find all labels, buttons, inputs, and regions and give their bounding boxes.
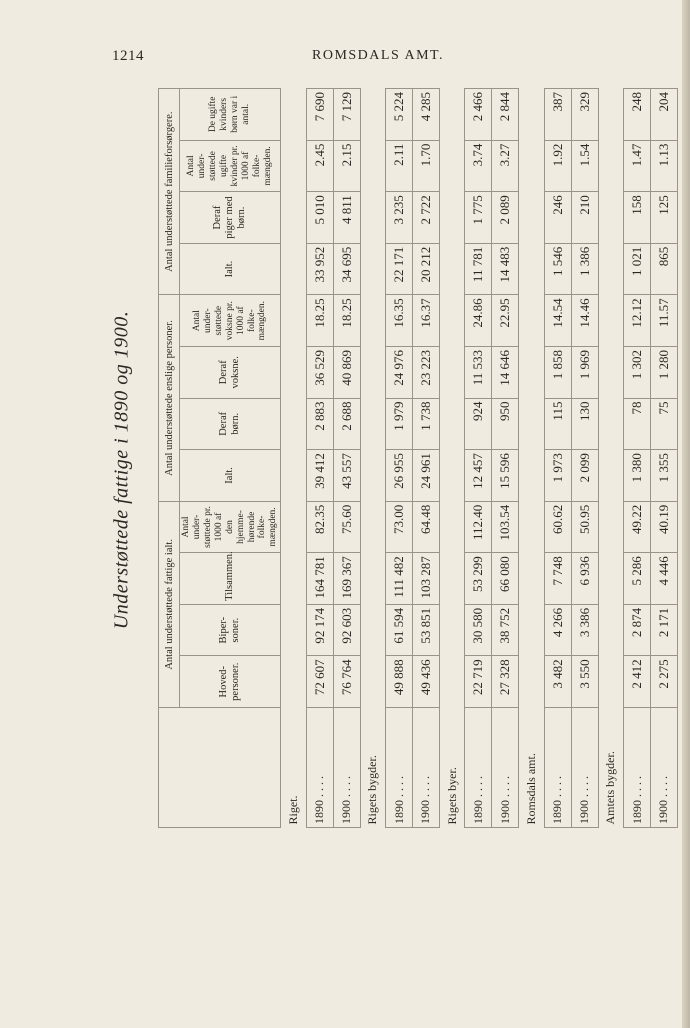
value-cell: 23 223 bbox=[413, 346, 440, 398]
value-cell: 103.54 bbox=[492, 501, 519, 553]
col-header-family-pr1000: Antal under-støttede ugifte kvinder pr. 1000 af folke-mængden. bbox=[180, 140, 281, 192]
value-cell: 5 224 bbox=[386, 89, 413, 141]
value-cell: 5 286 bbox=[624, 553, 651, 605]
value-cell: 4 285 bbox=[413, 89, 440, 141]
value-cell: 1 973 bbox=[544, 450, 571, 502]
value-cell: 49 436 bbox=[413, 656, 440, 708]
value-cell: 1 302 bbox=[624, 346, 651, 398]
value-cell: 115 bbox=[544, 398, 571, 450]
section-label: Amtets bygder. bbox=[598, 89, 624, 828]
value-cell: 24.86 bbox=[465, 295, 492, 347]
value-cell: 24 961 bbox=[413, 450, 440, 502]
value-cell: 1 021 bbox=[624, 243, 651, 295]
year-cell: 1900 . . . . bbox=[650, 708, 677, 828]
section-row bbox=[439, 89, 465, 828]
section-row bbox=[360, 89, 386, 828]
value-cell: 1 355 bbox=[650, 450, 677, 502]
table-row bbox=[650, 89, 677, 828]
col-header-single-voksne: Deraf voksne. bbox=[180, 346, 281, 398]
group-header-row bbox=[159, 89, 180, 828]
year-cell: 1900 . . . . bbox=[492, 708, 519, 828]
value-cell: 2 874 bbox=[624, 604, 651, 656]
value-cell: 3 482 bbox=[544, 656, 571, 708]
value-cell: 950 bbox=[492, 398, 519, 450]
value-cell: 30 580 bbox=[465, 604, 492, 656]
value-cell: 2 099 bbox=[571, 450, 598, 502]
value-cell: 2 883 bbox=[306, 398, 333, 450]
value-cell: 2.45 bbox=[306, 140, 333, 192]
value-cell: 20 212 bbox=[413, 243, 440, 295]
value-cell: 2 089 bbox=[492, 192, 519, 244]
col-header-biper: Biper-soner. bbox=[180, 604, 281, 656]
value-cell: 2 466 bbox=[465, 89, 492, 141]
value-cell: 2 171 bbox=[650, 604, 677, 656]
value-cell: 4 811 bbox=[333, 192, 360, 244]
value-cell: 18.25 bbox=[333, 295, 360, 347]
value-cell: 76 764 bbox=[333, 656, 360, 708]
value-cell: 49 888 bbox=[386, 656, 413, 708]
value-cell: 11 533 bbox=[465, 346, 492, 398]
value-cell: 14 483 bbox=[492, 243, 519, 295]
value-cell: 14.46 bbox=[571, 295, 598, 347]
year-cell: 1890 . . . . bbox=[544, 708, 571, 828]
value-cell: 3.74 bbox=[465, 140, 492, 192]
page-edge bbox=[682, 0, 690, 1028]
section-label: Rigets bygder. bbox=[360, 89, 386, 828]
value-cell: 1 546 bbox=[544, 243, 571, 295]
table-row bbox=[492, 89, 519, 828]
value-cell: 1 979 bbox=[386, 398, 413, 450]
group-header-total: Antal understøttede fattige ialt. bbox=[159, 501, 180, 707]
year-cell: 1890 . . . . bbox=[465, 708, 492, 828]
value-cell: 16.35 bbox=[386, 295, 413, 347]
value-cell: 43 557 bbox=[333, 450, 360, 502]
table-row bbox=[465, 89, 492, 828]
value-cell: 5 010 bbox=[306, 192, 333, 244]
value-cell: 92 174 bbox=[306, 604, 333, 656]
value-cell: 34 695 bbox=[333, 243, 360, 295]
value-cell: 130 bbox=[571, 398, 598, 450]
value-cell: 2 275 bbox=[650, 656, 677, 708]
value-cell: 66 080 bbox=[492, 553, 519, 605]
year-cell: 1890 . . . . bbox=[386, 708, 413, 828]
value-cell: 2 844 bbox=[492, 89, 519, 141]
section-row bbox=[519, 89, 545, 828]
value-cell: 12.12 bbox=[624, 295, 651, 347]
col-header-family-ialt: Ialt. bbox=[180, 243, 281, 295]
value-cell: 158 bbox=[624, 192, 651, 244]
value-cell: 6 936 bbox=[571, 553, 598, 605]
value-cell: 3 550 bbox=[571, 656, 598, 708]
table-row bbox=[413, 89, 440, 828]
value-cell: 40.19 bbox=[650, 501, 677, 553]
value-cell: 7 690 bbox=[306, 89, 333, 141]
year-cell: 1900 . . . . bbox=[571, 708, 598, 828]
value-cell: 2 688 bbox=[333, 398, 360, 450]
value-cell: 329 bbox=[571, 89, 598, 141]
value-cell: 164 781 bbox=[306, 553, 333, 605]
col-header-single-pr1000: Antal under-støttede voksne pr. 1000 af folke-mængden. bbox=[180, 295, 281, 347]
value-cell: 3.27 bbox=[492, 140, 519, 192]
value-cell: 14.54 bbox=[544, 295, 571, 347]
value-cell: 75 bbox=[650, 398, 677, 450]
value-cell: 18.25 bbox=[306, 295, 333, 347]
value-cell: 1.54 bbox=[571, 140, 598, 192]
value-cell: 1 738 bbox=[413, 398, 440, 450]
value-cell: 210 bbox=[571, 192, 598, 244]
value-cell: 16.37 bbox=[413, 295, 440, 347]
value-cell: 72 607 bbox=[306, 656, 333, 708]
value-cell: 53 299 bbox=[465, 553, 492, 605]
value-cell: 49.22 bbox=[624, 501, 651, 553]
value-cell: 75.60 bbox=[333, 501, 360, 553]
value-cell: 22 719 bbox=[465, 656, 492, 708]
value-cell: 1 858 bbox=[544, 346, 571, 398]
value-cell: 36 529 bbox=[306, 346, 333, 398]
value-cell: 103 287 bbox=[413, 553, 440, 605]
stub-header bbox=[159, 708, 281, 828]
group-header-single: Antal understøttede enslige personer. bbox=[159, 295, 180, 501]
value-cell: 3 386 bbox=[571, 604, 598, 656]
value-cell: 111 482 bbox=[386, 553, 413, 605]
year-cell: 1900 . . . . bbox=[413, 708, 440, 828]
value-cell: 865 bbox=[650, 243, 677, 295]
value-cell: 26 955 bbox=[386, 450, 413, 502]
value-cell: 2.11 bbox=[386, 140, 413, 192]
value-cell: 1 775 bbox=[465, 192, 492, 244]
rotated-table-wrapper bbox=[158, 88, 678, 828]
section-row bbox=[281, 89, 307, 828]
col-header-single-ialt: Ialt. bbox=[180, 450, 281, 502]
value-cell: 82.35 bbox=[306, 501, 333, 553]
section-label: Romsdals amt. bbox=[519, 89, 545, 828]
page-number: 1214 bbox=[112, 48, 144, 64]
value-cell: 12 457 bbox=[465, 450, 492, 502]
table-row bbox=[571, 89, 598, 828]
value-cell: 61 594 bbox=[386, 604, 413, 656]
value-cell: 7 748 bbox=[544, 553, 571, 605]
col-header-tilsammen: Tilsammen. bbox=[180, 553, 281, 605]
col-header-single-born: Deraf børn. bbox=[180, 398, 281, 450]
col-header-family-ugifte: De ugifte kvinders børn var i antal. bbox=[180, 89, 281, 141]
value-cell: 1 280 bbox=[650, 346, 677, 398]
value-cell: 60.62 bbox=[544, 501, 571, 553]
value-cell: 3 235 bbox=[386, 192, 413, 244]
value-cell: 924 bbox=[465, 398, 492, 450]
value-cell: 4 266 bbox=[544, 604, 571, 656]
value-cell: 2 722 bbox=[413, 192, 440, 244]
page-header bbox=[0, 48, 690, 72]
value-cell: 53 851 bbox=[413, 604, 440, 656]
value-cell: 1.92 bbox=[544, 140, 571, 192]
value-cell: 27 328 bbox=[492, 656, 519, 708]
value-cell: 14 646 bbox=[492, 346, 519, 398]
value-cell: 112.40 bbox=[465, 501, 492, 553]
value-cell: 11 781 bbox=[465, 243, 492, 295]
value-cell: 1.70 bbox=[413, 140, 440, 192]
value-cell: 2 412 bbox=[624, 656, 651, 708]
value-cell: 4 446 bbox=[650, 553, 677, 605]
value-cell: 204 bbox=[650, 89, 677, 141]
value-cell: 50.95 bbox=[571, 501, 598, 553]
value-cell: 11.57 bbox=[650, 295, 677, 347]
col-header-hoved: Hoved-personer. bbox=[180, 656, 281, 708]
value-cell: 22.95 bbox=[492, 295, 519, 347]
value-cell: 1 969 bbox=[571, 346, 598, 398]
table-row bbox=[306, 89, 333, 828]
value-cell: 1 386 bbox=[571, 243, 598, 295]
group-header-family: Antal understøttede familieforsørgere. bbox=[159, 89, 180, 295]
value-cell: 1 380 bbox=[624, 450, 651, 502]
table-row bbox=[624, 89, 651, 828]
value-cell: 15 596 bbox=[492, 450, 519, 502]
value-cell: 7 129 bbox=[333, 89, 360, 141]
table-row bbox=[544, 89, 571, 828]
col-header-family-piger: Deraf piger med børn. bbox=[180, 192, 281, 244]
value-cell: 22 171 bbox=[386, 243, 413, 295]
table-title: Understøttede fattige i 1890 og 1900. bbox=[110, 310, 133, 630]
value-cell: 24 976 bbox=[386, 346, 413, 398]
value-cell: 248 bbox=[624, 89, 651, 141]
table-row bbox=[333, 89, 360, 828]
section-label: Riget. bbox=[281, 89, 307, 828]
section-label: Rigets byer. bbox=[439, 89, 465, 828]
year-cell: 1890 . . . . bbox=[624, 708, 651, 828]
value-cell: 92 603 bbox=[333, 604, 360, 656]
value-cell: 64.48 bbox=[413, 501, 440, 553]
poor-relief-table bbox=[158, 88, 678, 828]
value-cell: 38 752 bbox=[492, 604, 519, 656]
value-cell: 169 367 bbox=[333, 553, 360, 605]
value-cell: 1.47 bbox=[624, 140, 651, 192]
year-cell: 1900 . . . . bbox=[333, 708, 360, 828]
value-cell: 40 869 bbox=[333, 346, 360, 398]
col-header-pr1000-total: Antal under-støttede pr. 1000 af den hjemme-hørende folke-mængden. bbox=[180, 501, 281, 553]
value-cell: 39 412 bbox=[306, 450, 333, 502]
year-cell: 1890 . . . . bbox=[306, 708, 333, 828]
value-cell: 387 bbox=[544, 89, 571, 141]
running-head: ROMSDALS AMT. bbox=[312, 48, 445, 63]
table-body bbox=[281, 89, 678, 828]
value-cell: 2.15 bbox=[333, 140, 360, 192]
value-cell: 1.13 bbox=[650, 140, 677, 192]
table-row bbox=[386, 89, 413, 828]
value-cell: 246 bbox=[544, 192, 571, 244]
section-row bbox=[598, 89, 624, 828]
value-cell: 78 bbox=[624, 398, 651, 450]
value-cell: 33 952 bbox=[306, 243, 333, 295]
value-cell: 125 bbox=[650, 192, 677, 244]
value-cell: 73.00 bbox=[386, 501, 413, 553]
